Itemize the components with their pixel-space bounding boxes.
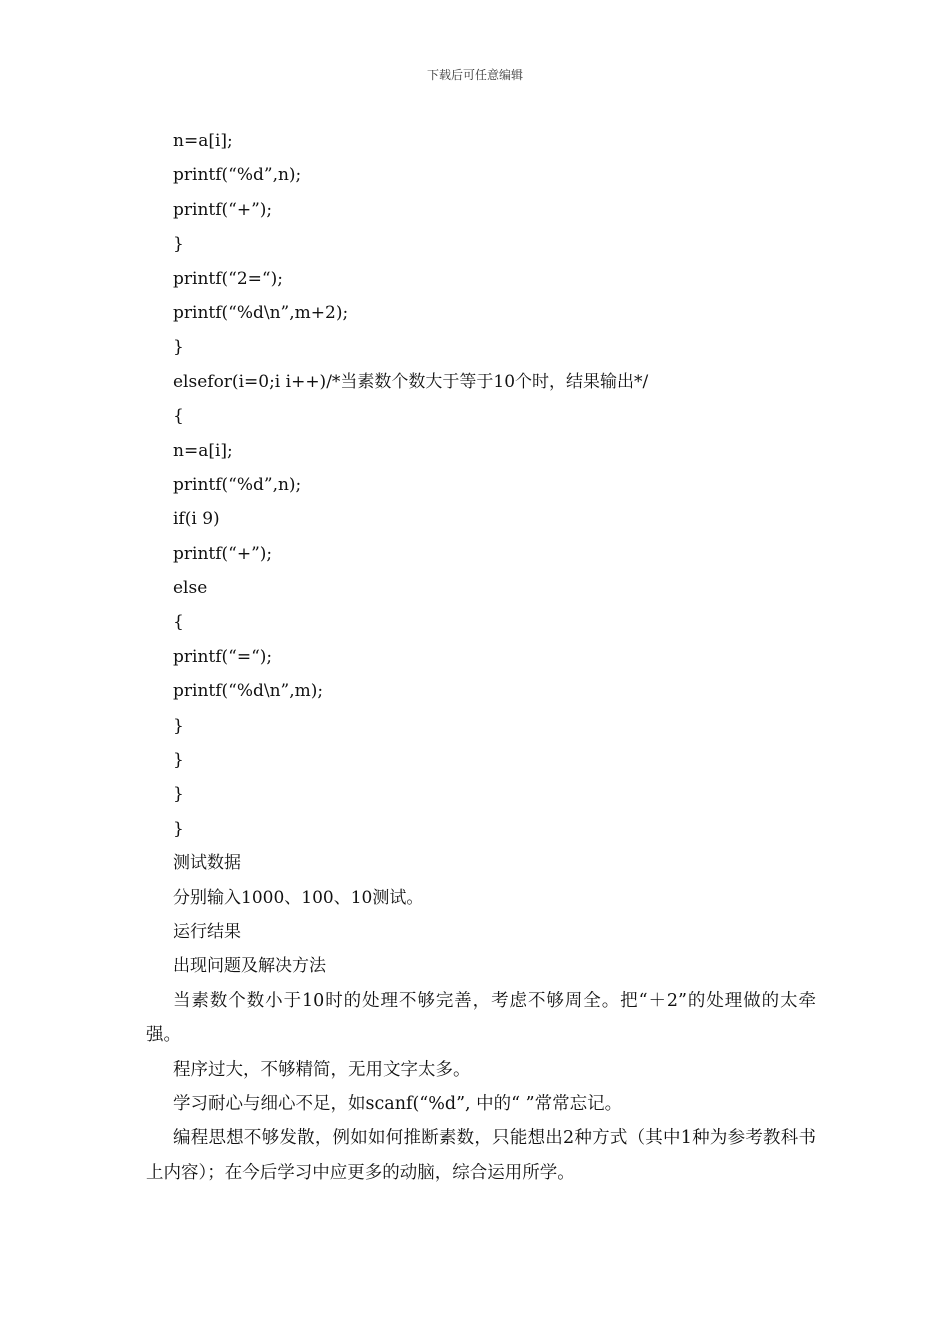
- paragraph-problem-4: 编程思想不够发散，例如如何推断素数，只能想出2种方式（其中1种为参考教科书上内容）；在今后学习中应更多的动脑，综合运用所学。: [146, 1128, 816, 1183]
- code-line: n=a[i];: [173, 440, 233, 461]
- page-header: 下载后可任意编辑: [426, 68, 523, 82]
- section-heading-run-result: 运行结果: [173, 921, 241, 942]
- code-line: printf(“=“);: [173, 646, 273, 667]
- code-line: printf(“%d”,n);: [173, 474, 302, 495]
- code-line: {: [173, 406, 184, 427]
- code-line: }: [173, 337, 184, 358]
- code-line: printf(“2=“);: [173, 268, 283, 289]
- code-line: }: [173, 715, 184, 736]
- code-line: if(i 9): [173, 509, 220, 530]
- code-line: else: [173, 578, 208, 599]
- code-line: {: [173, 612, 184, 633]
- code-line: printf(“+”);: [173, 543, 273, 564]
- document-body: [146, 124, 816, 1190]
- test-data-text: 分别输入1000、100、10测试。: [173, 887, 424, 908]
- paragraph-problem-2: 程序过大，不够精简，无用文字太多。: [173, 1059, 471, 1080]
- paragraph-problem-3: 学习耐心与细心不足，如scanf(“%d”, 中的“ ”常常忘记。: [173, 1093, 623, 1114]
- code-line: printf(“%d”,n);: [173, 165, 302, 186]
- code-line: elsefor(i=0;i i++)/*当素数个数大于等于10个时，结果输出*/: [173, 371, 649, 392]
- code-line: n=a[i];: [173, 131, 233, 151]
- paragraph-problem-1: 当素数个数小于10时的处理不够完善，考虑不够周全。把“＋2”的处理做的太牵强。: [146, 990, 816, 1046]
- code-line: printf(“+”);: [173, 199, 273, 220]
- section-heading-problems: 出现问题及解决方法: [173, 956, 326, 977]
- code-line: printf(“%d\n”,m);: [173, 681, 324, 702]
- code-line: }: [173, 818, 184, 839]
- code-line: }: [173, 234, 184, 255]
- code-line: }: [173, 784, 184, 805]
- section-heading-test-data: 测试数据: [173, 853, 241, 874]
- code-line: }: [173, 750, 184, 771]
- code-line: printf(“%d\n”,m+2);: [173, 302, 349, 323]
